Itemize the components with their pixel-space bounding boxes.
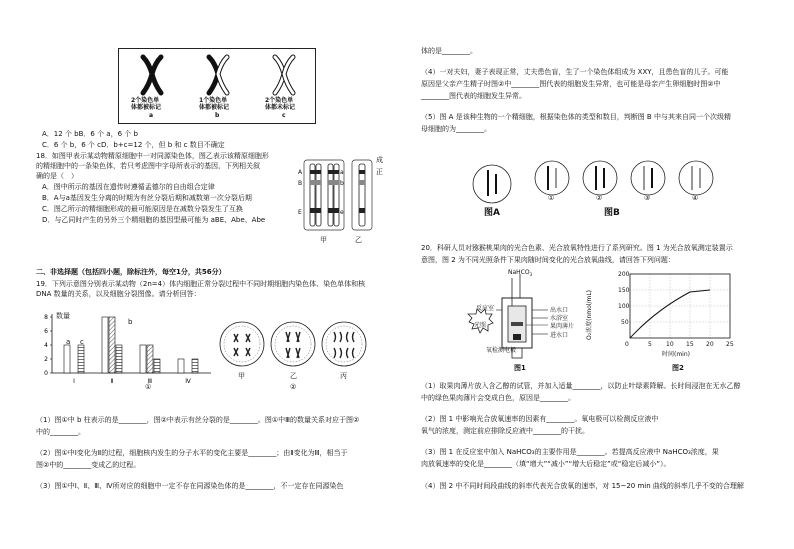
bar-chart [36,310,216,390]
figB-num-1: ① [548,194,555,202]
cell-label-jia: 甲 [238,372,245,380]
device-pulp: 果肉薄片 [550,323,575,330]
lc-ytick-50: 50 [621,319,629,326]
q19-2-line2: 图②中的________变成乙的过程。 [36,461,141,469]
figA-caption: 图A [484,208,500,218]
q18-tail-2: 正 [376,168,383,176]
device-outlet: 出水口 [550,307,569,314]
gene-a: a [340,169,344,176]
figB-num-2: ② [596,194,603,202]
homologous-pair-figure [296,158,376,238]
device-reaction: 反应室 [476,305,495,312]
q19-3-line: （3）图①中Ⅰ、Ⅱ、Ⅲ、Ⅳ所对应的细胞中一定不存在同源染色体的是________，不一定存在同源染色 [36,482,344,490]
bar-fig-no: ① [145,383,152,391]
gene-E: E [298,209,302,216]
bar-ytick-label: 8 [44,314,48,321]
bar-category-label: Ⅳ [185,378,191,385]
bar-mark [109,317,115,373]
q18-line2: 的精细胞中的一条染色体，若只考虑图中字母所表示的基因，下列相关叙 [36,162,260,170]
fig-a-label: a [149,112,154,119]
device-light: 光照 [474,322,487,329]
r20-1-line2: 中的绿色果肉薄片会变成白色，原因是________。 [421,394,575,402]
cell-label-yi: 乙 [290,372,297,380]
r20-2-line2: 氧气的浓度，测定前应排除反应液中________的干扰。 [421,427,589,435]
lc-xtick-25: 25 [726,341,734,348]
lc-xtick-15: 15 [686,341,694,348]
bar-mark [192,359,198,373]
lc-xtick-20: 20 [706,341,714,348]
device-fig-label: 图1 [514,364,526,372]
gene-A: A [298,169,303,176]
bar-category-label: Ⅲ [147,378,153,385]
yi-chromosome-icon [359,164,365,226]
r4-line3: ________图代表的细胞发生异常。 [421,92,526,100]
fig-b-line1: 1个染色单 [199,97,228,104]
bar-category-label: Ⅱ [110,378,114,385]
cell-figA-icon [473,165,511,203]
gene-b: b [340,180,344,187]
lc-ylabel: O₂浓度(nmol/mL) [586,289,593,340]
bar-ytick-label: 2 [44,356,48,363]
bar-category-label: Ⅰ [73,378,75,385]
r20-3-line1: （3）图 1 在反应室中加入 NaHCO₃的主要作用是________。若提高反应液中 NaHCO₃浓度，果 [421,448,719,456]
r5-line2: 母细胞的为________。 [421,125,491,133]
fig-a-line1: 2个染色单 [131,97,160,104]
cell-figB-4-icon [679,161,713,195]
q20-line2: 意图，图 2 为不同光照条件下果肉随时间变化的光合放氧曲线，请回答下列问题： [421,256,675,264]
chromosome-figure-box [118,48,316,124]
bar-letter-b: b [128,318,133,326]
figB-num-3: ③ [644,194,651,202]
r20-2-line1: （2）图 1 中影响光合放氧速率的因素有________。氧电极可以检测反应液中 [421,415,659,423]
q19-1-line2: 中的________。 [36,428,85,436]
device-water: 水浴室 [550,315,569,322]
cell-yi-icon [271,322,315,366]
option-cd: C．6 个 b，6 个 cD．b+c=12 个，但 b 和 c 数目不确定 [42,141,225,149]
q19-line2: DNA 数量的关系，以及细胞分裂图像。请分析回答： [36,290,201,298]
fig-a-line2: 体都被标记 [131,104,162,111]
chromosome-b-icon [209,57,227,93]
bar-ylabel: 数量 [56,312,70,320]
lc-origin: 0 [625,341,629,348]
bar-letter-a: a [66,338,71,346]
bar-ytick-label: 0 [44,370,48,377]
fig-c-line2: 体都未标记 [265,104,296,111]
chromosome-a-icon [143,57,161,93]
lc-xtick-5: 5 [648,341,652,348]
q19-1-line1: （1）图①中 b 柱表示的是________，图②中表示有丝分裂的是________。图①中Ⅲ的数量关系对应于图② [36,416,360,424]
r20-4-line: （4）图 2 中不同时间段曲线的斜率代表光合放氧的速率，对 15~20 min 曲线的斜率几乎不变的合理解 [421,482,744,490]
bar-mark [64,345,70,373]
fig-c-line1: 2个染色单 [265,97,294,104]
o2-line-chart [616,270,736,352]
bar-letter-c: c [80,338,84,346]
lc-ytick-150: 150 [618,287,630,294]
lc-xtick-10: 10 [666,341,674,348]
q19-line1: 19．下列示意图分别表示某动物（2n=4）体内细胞正常分裂过程中不同时期细胞内染色体、染色单体和核 [36,280,366,288]
bar-ytick-label: 4 [44,342,48,349]
cell-division-figure [218,318,368,374]
cell-figB-1-icon [535,161,569,195]
label-jia: 甲 [320,236,327,244]
r20-1-line1: （1）取果肉薄片放入含乙醇的试管，并加入适量________，以防止叶绿素降解。长时间浸泡在无水乙醇 [421,382,741,390]
bar-mark [78,345,84,373]
gene-e: e [340,209,344,216]
lc-ytick-200: 200 [618,271,630,278]
bar-mark [147,345,153,373]
figB-num-4: ④ [692,194,699,202]
bar-mark [140,345,146,373]
bar-mark [178,359,184,373]
fig-b-line2: 体都被标记 [199,104,230,111]
section-2-heading: 二、非选择题（包括四小题，除标注外，每空1分，共56分） [36,268,226,276]
r4-line2: 原因是父亲产生精子时图②中________图代表的细胞发生异常，也可能是母亲产生卵细胞时图②中 [421,80,721,88]
q18-opt-a: A．图中所示的基因在遗传时遵循孟德尔的自由组合定律 [42,183,215,191]
q18-tail-1: 成 [376,156,383,164]
bar-mark [116,345,122,373]
device-inlet: 进水口 [550,332,569,339]
gene-B: B [298,180,303,187]
device-nahco3: NaHCO$_3$ [508,269,533,278]
cell-figB-2-icon [583,161,617,195]
q18-line3: 确的是（ ） [36,172,78,180]
lc-fig-label: 图2 [672,364,684,372]
q18-opt-c: C．图乙所示的精细胞形成的最可能原因是在减数分裂发生了互换 [42,205,243,213]
cell-fig-no: ② [290,383,297,391]
cell-figB-3-icon [631,161,665,195]
bar-mark [154,359,160,373]
device-electrode: 氧检测电极 [486,347,517,354]
r5-line1: （5）图 A 是该种生物的一个精细胞，根据染色体的类型和数目，判断图 B 中与其来自同一个次级精 [421,113,731,121]
jia-chromosome-icon [310,164,339,226]
cell-jia-icon [220,322,264,366]
r4-line1: （4）一对夫妇，妻子表现正常，丈夫患色盲，生了一个染色体组成为 XXY，且患色盲的儿子。可能 [421,68,729,76]
q18-opt-b: B．A与a基因发生分离的时期为有丝分裂后期和减数第一次分裂后期 [42,194,252,202]
fig-c-label: c [282,112,286,119]
lc-xlabel: 时间(min) [662,351,690,358]
fig-b-label: b [215,112,220,119]
bar-mark [102,317,108,373]
cell-label-bing: 丙 [340,372,347,380]
q19-2-line1: （2）图①中Ⅰ变化为Ⅱ的过程，细胞核内发生的分子水平的变化主要是________；由Ⅱ变化为Ⅲ，相当于 [36,449,348,457]
chromosome-c-icon [275,57,293,93]
q18-opt-d: D．与乙同时产生的另外三个精细胞的基因型最可能为 aBE、Abe、Abe [42,216,266,224]
q18-line1: 18．如图甲表示某动物精原细胞中一对同源染色体，图乙表示该精原细胞形 [36,152,269,160]
r1-line: 体的是________。 [421,47,477,55]
cell-bing-icon [322,322,366,366]
bar-ytick-label: 6 [44,328,48,335]
q20-line1: 20．科研人员对猕猴桃果肉的光合色素、光合放氧特性进行了系列研究。图 1 为光合放氧测定装置示 [421,244,733,252]
option-ab: A．12 个 bB．6 个 a，6 个 b [42,130,138,138]
label-yi: 乙 [355,236,362,244]
figB-caption: 图B [604,208,620,218]
lc-ytick-100: 100 [618,303,630,310]
r20-3-line2: 肉放氧速率的变化是________（填“增大”“减小”“增大后稳定”或“稳定后减小”）。 [421,460,671,468]
